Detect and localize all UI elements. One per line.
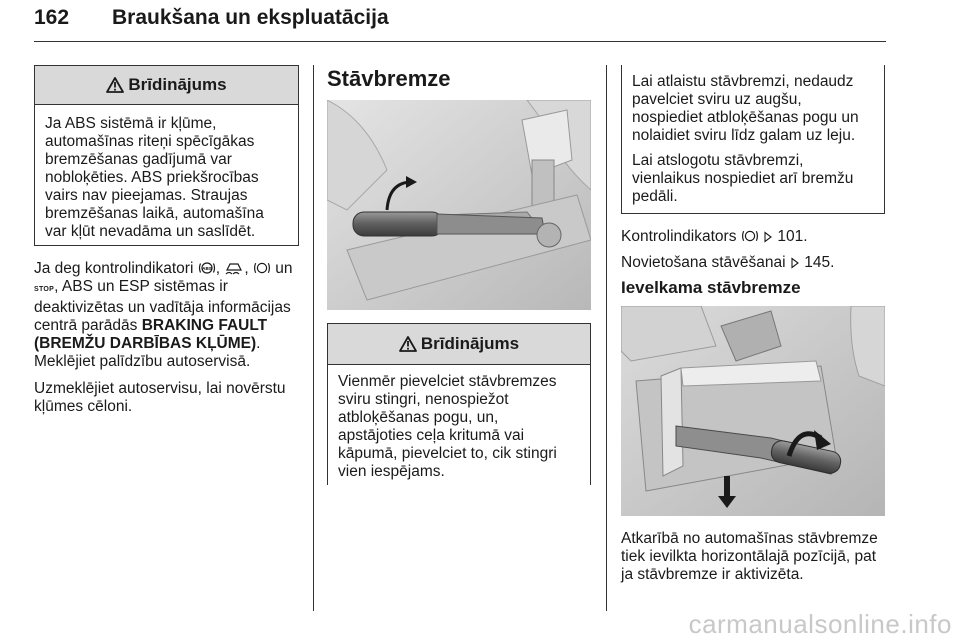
warning-body bbox=[328, 365, 590, 489]
instruction-line: nospiediet atbloķēšanas pogu un bbox=[632, 109, 859, 126]
text-line: Atkarībā no automašīnas stāvbremze bbox=[621, 530, 878, 547]
warning-line: bremzēšanas gadījumā var bbox=[45, 151, 232, 168]
brake-indicator-icon bbox=[741, 229, 759, 243]
brake-indicator-icon bbox=[253, 261, 271, 275]
warning-triangle-icon bbox=[399, 336, 417, 352]
text-line: tiek ievilkta horizontālajā pozīcijā, pat bbox=[621, 548, 877, 565]
abs-warning-box bbox=[34, 65, 299, 246]
section-title-retractable-brake: Ievelkama stāvbremze bbox=[621, 278, 801, 297]
reference-label: Kontrolindikators bbox=[621, 228, 737, 245]
column-divider-1 bbox=[313, 65, 314, 611]
instruction-line: pavelciet sviru uz augšu, bbox=[632, 91, 802, 108]
warning-line: kāpumā, pievelciet to, cik stingri bbox=[338, 445, 557, 462]
warning-header bbox=[35, 66, 298, 105]
warning-line: automašīnas riteņi spēcīgākas bbox=[45, 133, 255, 150]
page-title: Braukšana un ekspluatācija bbox=[112, 6, 389, 29]
warning-line: vien iespējams. bbox=[338, 463, 445, 480]
text-line: kļūmes cēloni. bbox=[34, 398, 133, 415]
text-fragment: centrā parādās bbox=[34, 317, 138, 334]
release-instructions-box bbox=[621, 65, 885, 214]
abs-indicator-icon bbox=[198, 261, 216, 275]
warning-header bbox=[328, 324, 590, 365]
watermark: carmanualsonline.info bbox=[688, 609, 952, 639]
text-fragment: , bbox=[215, 260, 221, 277]
text-fragment: , ABS un ESP sistēmas ir bbox=[54, 278, 228, 295]
page-reference-arrow-icon[interactable] bbox=[790, 257, 800, 269]
traction-control-off-icon bbox=[224, 261, 244, 275]
instructions-body bbox=[622, 65, 884, 214]
warning-line: bremzēšanas laikā, automašīna bbox=[45, 205, 264, 222]
warning-line: var kļūt nevadāma un saslīdēt. bbox=[45, 223, 256, 240]
header-rule bbox=[34, 41, 886, 42]
warning-line: Ja ABS sistēmā ir kļūme, bbox=[45, 115, 217, 132]
text-fragment: Ja deg kontrolindikatori bbox=[34, 260, 194, 277]
parking-brake-illustration bbox=[327, 100, 591, 310]
message-braking-fault: BRAKING FAULT bbox=[141, 317, 268, 334]
instruction-line: pedāli. bbox=[632, 188, 678, 205]
page-reference-arrow-icon[interactable] bbox=[763, 231, 773, 243]
instruction-line: Lai atslogotu stāvbremzi, bbox=[632, 152, 804, 169]
text-line: deaktivizētas un vadītāja informācijas bbox=[34, 299, 291, 316]
page-number: 162 bbox=[34, 6, 70, 29]
warning-line: apstājoties ceļa kritumā vai bbox=[338, 427, 525, 444]
instruction-line: vienlaikus nospiediet arī bremžu bbox=[632, 170, 854, 187]
references bbox=[621, 228, 886, 272]
reference-page[interactable]: 101. bbox=[777, 228, 808, 245]
section-title-parking-brake: Stāvbremze bbox=[327, 66, 451, 91]
text-fragment: un bbox=[275, 260, 293, 277]
retractable-brake-paragraph bbox=[621, 530, 889, 584]
column-divider-2 bbox=[606, 65, 607, 611]
instruction-line: nolaidiet sviru līdz galam uz leju. bbox=[632, 127, 856, 144]
warning-line: vairs nav pieejamas. Straujas bbox=[45, 187, 248, 204]
message-translation: (BREMŽU DARBĪBAS KĻŪME) bbox=[34, 335, 257, 352]
text-line: Uzmeklējiet autoservisu, lai novērstu bbox=[34, 380, 286, 397]
warning-line: nobloķēties. ABS priekšrocības bbox=[45, 169, 259, 186]
warning-title: Brīdinājums bbox=[128, 75, 227, 94]
warning-body bbox=[35, 105, 298, 249]
warning-line: atbloķēšanas pogu, un, bbox=[338, 409, 499, 426]
text-fragment: , bbox=[244, 260, 249, 277]
warning-triangle-icon bbox=[106, 77, 124, 93]
warning-title: Brīdinājums bbox=[420, 334, 520, 353]
reference-label: Novietošana stāvēšanai bbox=[621, 254, 786, 271]
retractable-brake-illustration bbox=[621, 306, 885, 516]
reference-page[interactable]: 145. bbox=[804, 254, 835, 271]
warning-line: Vienmēr pievelciet stāvbremzes bbox=[338, 373, 557, 390]
text-line: Meklējiet palīdzību autoservisā. bbox=[34, 353, 251, 370]
text-line: ja stāvbremze ir aktivizēta. bbox=[621, 566, 804, 583]
warning-line: sviru stingri, nenospiežot bbox=[338, 391, 509, 408]
instruction-line: Lai atlaistu stāvbremzi, nedaudz bbox=[632, 73, 854, 90]
text-fragment: . bbox=[256, 335, 261, 352]
svg-text:ABS: ABS bbox=[201, 266, 212, 271]
stop-indicator-icon: STOP bbox=[34, 286, 55, 293]
indicator-paragraph bbox=[34, 260, 308, 416]
parking-brake-warning-box bbox=[327, 323, 591, 485]
